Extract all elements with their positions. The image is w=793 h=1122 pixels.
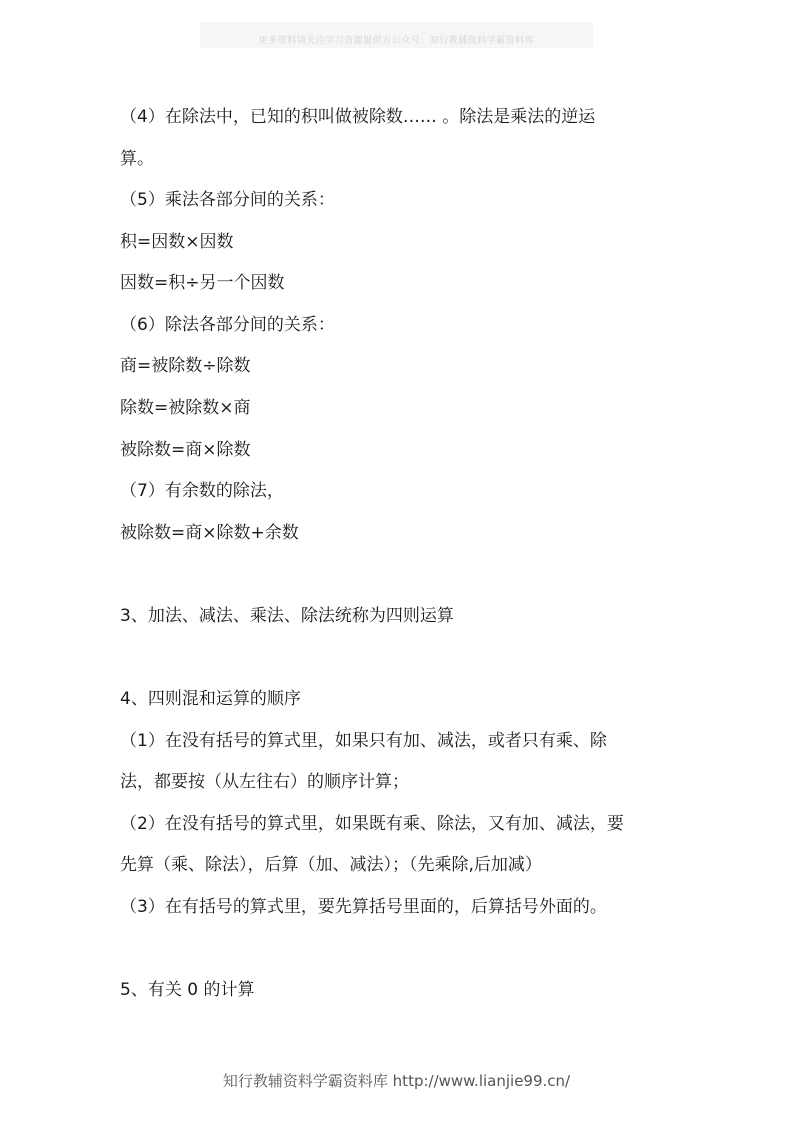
formula-quotient: 商=被除数÷除数	[120, 356, 251, 376]
rule-item-1-continued: 法，都要按（从左往右）的顺序计算；	[120, 772, 409, 792]
formula-product: 积=因数×因数	[120, 232, 234, 252]
paragraph-item-4-continued: 算。	[120, 149, 154, 169]
paragraph-item-5: （5）乘法各部分间的关系：	[120, 190, 335, 210]
formula-divisor: 除数=被除数×商	[120, 398, 251, 418]
paragraph-item-6: （6）除法各部分间的关系：	[120, 315, 335, 335]
section-5-heading: 5、有关 0 的计算	[120, 980, 255, 1000]
paragraph-item-7: （7）有余数的除法，	[120, 481, 284, 501]
rule-item-1: （1）在没有括号的算式里，如果只有加、减法，或者只有乘、除	[120, 731, 607, 751]
rule-item-2: （2）在没有括号的算式里，如果既有乘、除法，又有加、减法，要	[120, 814, 624, 834]
footer-source-link: 知行教辅资料学霸资料库 http://www.lianjie99.cn/	[222, 1072, 571, 1090]
section-4-heading: 4、四则混和运算的顺序	[120, 689, 301, 709]
section-3-heading: 3、加法、减法、乘法、除法统称为四则运算	[120, 606, 454, 626]
rule-item-2-continued: 先算（乘、除法），后算（加、减法）；（先乘除,后加减）	[120, 855, 542, 875]
rule-item-3: （3）在有括号的算式里，要先算括号里面的，后算括号外面的。	[120, 897, 607, 917]
paragraph-item-4: （4）在除法中，已知的积叫做被除数…… 。除法是乘法的逆运	[120, 107, 596, 127]
formula-dividend: 被除数=商×除数	[120, 440, 251, 460]
formula-factor: 因数=积÷另一个因数	[120, 273, 285, 293]
header-watermark: 更多资料请关注学习资源提供方公众号：知行教辅资料学霸资料库	[258, 36, 535, 46]
formula-dividend-remainder: 被除数=商×除数+余数	[120, 523, 299, 543]
